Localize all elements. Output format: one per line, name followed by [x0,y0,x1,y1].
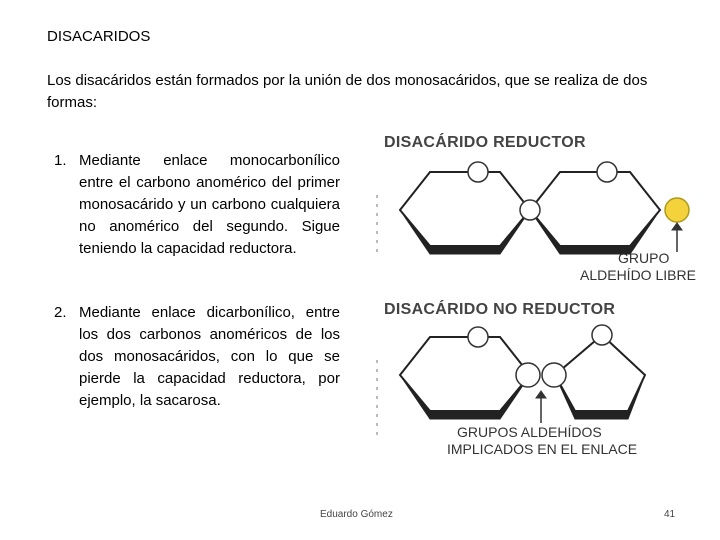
ring-oxygen-hexagon [468,327,488,347]
free-aldehyde-group [665,198,689,222]
list-item-2 [54,302,340,412]
list-item-text: Mediante enlace monocarbonílico entre el carbono anomérico del primer monosacárido y un carbono cualquiera no anomérico del segundo. Sigue teniendo la capacidad reductora. [79,152,340,257]
ring-oxygen-pentagon [592,325,612,345]
aldehyde-group-left [516,363,540,387]
figure-note [580,250,696,284]
ring-oxygen-left [468,162,488,182]
hexagon-ring [400,337,530,419]
reducing-disaccharide-figure [370,130,710,290]
pentagon-ring [555,335,645,419]
page-title: DISACARIDOS [47,28,151,45]
list-item-1 [54,150,340,260]
ring-oxygen-right [597,162,617,182]
intro-paragraph: Los disacáridos están formados por la unión de dos monosacáridos, que se realiza de dos formas: [47,72,648,111]
arrow-up-icon [672,223,682,252]
arrow-up-icon [536,391,546,423]
glycosidic-oxygen [520,200,540,220]
note-line-1: GRUPOS ALDEHÍDOS [457,424,602,440]
page-number: 41 [664,509,676,520]
list-item-number: 1. [54,152,67,169]
figure-note [447,424,637,458]
figure-title: DISACÁRIDO NO REDUCTOR [384,301,616,318]
figure-title: DISACÁRIDO REDUCTOR [384,134,586,151]
note-line-1: GRUPO [618,250,670,266]
nonreducing-disaccharide-figure [370,297,710,457]
list-item-number: 2. [54,304,67,321]
note-line-2: ALDEHÍDO LIBRE [580,267,696,283]
list-item-text: Mediante enlace dicarbonílico, entre los dos carbonos anoméricos de los dos monosacáridos, con lo que se pierde la capacidad reductora, por ejemplo, la sacarosa. [79,304,340,409]
hexagon-ring-right [530,172,660,254]
footer-author: Eduardo Gómez [320,509,393,520]
note-line-2: IMPLICADOS EN EL ENLACE [447,441,638,457]
aldehyde-group-right [542,363,566,387]
hexagon-ring-left [400,172,530,254]
